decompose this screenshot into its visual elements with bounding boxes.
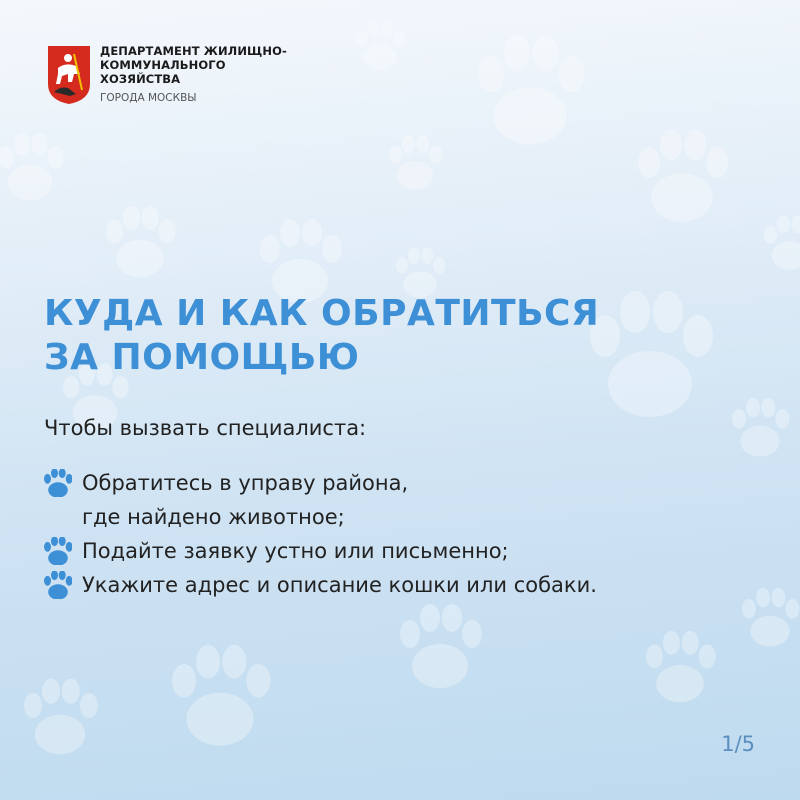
title-line-1: КУДА И КАК ОБРАТИТЬСЯ bbox=[44, 293, 600, 334]
paw-bullet-icon bbox=[44, 469, 72, 497]
logo-line-1: ДЕПАРТАМЕНТ ЖИЛИЩНО- bbox=[100, 44, 287, 58]
department-logo bbox=[46, 44, 306, 114]
logo-line-2: КОММУНАЛЬНОГО bbox=[100, 58, 226, 72]
title-line-2: ЗА ПОМОЩЬЮ bbox=[44, 337, 360, 378]
page-title bbox=[44, 292, 599, 380]
list-item bbox=[44, 466, 597, 534]
instruction-list bbox=[44, 466, 597, 602]
list-item-text: Обратитесь в управу района, bbox=[82, 471, 409, 495]
paw-bullet-icon bbox=[44, 537, 72, 565]
logo-line-3: ХОЗЯЙСТВА bbox=[100, 72, 181, 86]
list-item-text: Укажите адрес и описание кошки или собаки. bbox=[82, 573, 597, 597]
list-item bbox=[44, 534, 597, 568]
list-item-text: Подайте заявку устно или письменно; bbox=[82, 539, 509, 563]
page-indicator: 1/5 bbox=[721, 732, 755, 756]
paw-bullet-icon bbox=[44, 571, 72, 599]
intro-text: Чтобы вызвать специалиста: bbox=[44, 416, 367, 440]
moscow-coat-of-arms-icon bbox=[46, 44, 92, 106]
logo-subtitle: ГОРОДА МОСКВЫ bbox=[100, 92, 197, 104]
list-item bbox=[44, 568, 597, 602]
list-item-text-continued: где найдено животное; bbox=[82, 505, 345, 529]
